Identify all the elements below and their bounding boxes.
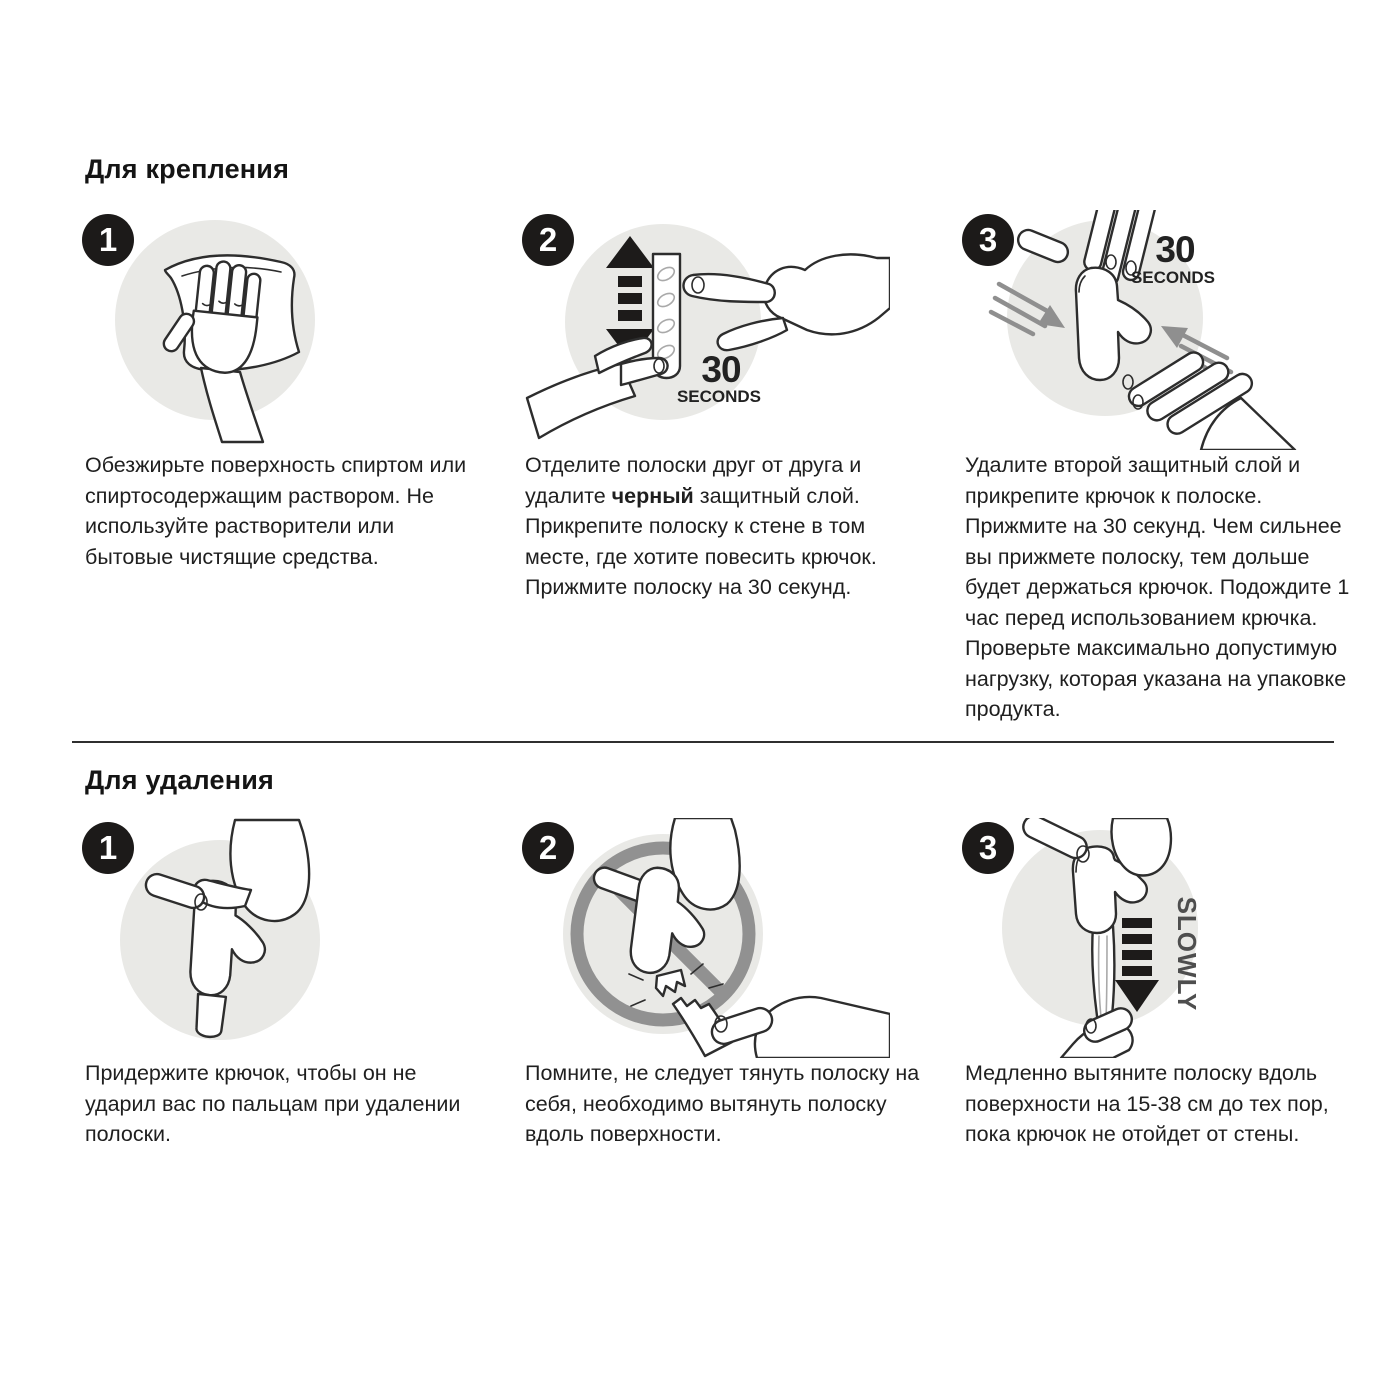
- stretch-strip-illustration: [965, 818, 1330, 1058]
- attach-step-2: [525, 210, 950, 599]
- step-number: 1: [98, 829, 118, 866]
- attach-step-1: [85, 210, 510, 569]
- step-number: 2: [538, 829, 558, 866]
- slowly-label: SLOWLY: [1172, 896, 1202, 1012]
- do-not-pull-illustration: [525, 818, 890, 1058]
- timer-unit-label: SECONDS: [676, 387, 762, 406]
- hold-hook-icon: [85, 818, 450, 1058]
- step-number: 1: [98, 221, 118, 258]
- press-hook-illustration: [965, 210, 1330, 450]
- press-hook-icon: [965, 210, 1330, 450]
- stretch-strip-icon: [965, 818, 1330, 1058]
- step-text: Отделите полоски друг от друга и удалите черный защитный слой. Прикрепите полоску к стене в том месте, где хотите повесить крючок. Прижмите полоску на 30 секунд.: [525, 453, 877, 599]
- apply-strip-illustration: [525, 210, 890, 450]
- attach-step-3: [965, 210, 1390, 721]
- step-text: Медленно вытяните полоску вдоль поверхности на 15-38 см до тех пор, пока крючок не отойдет от стены.: [965, 1061, 1329, 1146]
- section-title-remove: Для удаления: [85, 765, 275, 795]
- remove-step-1: [85, 818, 510, 1146]
- step-number: 3: [978, 829, 998, 866]
- do-not-pull-icon: [525, 818, 890, 1058]
- timer-value-label: 30: [701, 349, 741, 390]
- step-text: Удалите второй защитный слой и прикрепите крючок к полоске. Прижмите на 30 секунд. Чем сильнее вы прижмете полоску, тем дольше будет держаться крючок. Подождите 1 час перед использованием крючка. Проверьте максимально допустимую нагрузку, которая указана на упаковке продукта.: [965, 453, 1350, 721]
- wipe-surface-icon: [85, 210, 450, 450]
- step-number: 3: [978, 221, 998, 258]
- apply-strip-icon: [525, 210, 890, 450]
- step-number-badge: [522, 214, 574, 266]
- hold-hook-illustration: [85, 818, 450, 1058]
- step-number-badge: [962, 822, 1014, 874]
- section-divider: [72, 741, 1334, 743]
- section-title-attach: Для крепления: [85, 154, 290, 184]
- step-number-badge: [522, 822, 574, 874]
- remove-step-3: [965, 818, 1390, 1146]
- timer-value-label: 30: [1155, 229, 1195, 270]
- step-number-badge: [962, 214, 1014, 266]
- step-number-badge: [82, 214, 134, 266]
- wipe-surface-illustration: [85, 210, 450, 450]
- bold-word: черный: [611, 483, 694, 508]
- step-text: Обезжирьте поверхность спиртом или спиртосодержащим раствором. Не используйте растворители или бытовые чистящие средства.: [85, 453, 467, 569]
- step-text: Помните, не следует тянуть полоску на себя, необходимо вытянуть полоску вдоль поверхности.: [525, 1061, 920, 1146]
- timer-unit-label: SECONDS: [1130, 268, 1216, 287]
- step-number-badge: [82, 822, 134, 874]
- step-number: 2: [538, 221, 558, 258]
- step-text: Придержите крючок, чтобы он не ударил вас по пальцам при удалении полоски.: [85, 1061, 461, 1146]
- remove-step-2: [525, 818, 950, 1146]
- pulling-hand-icon: [709, 997, 890, 1058]
